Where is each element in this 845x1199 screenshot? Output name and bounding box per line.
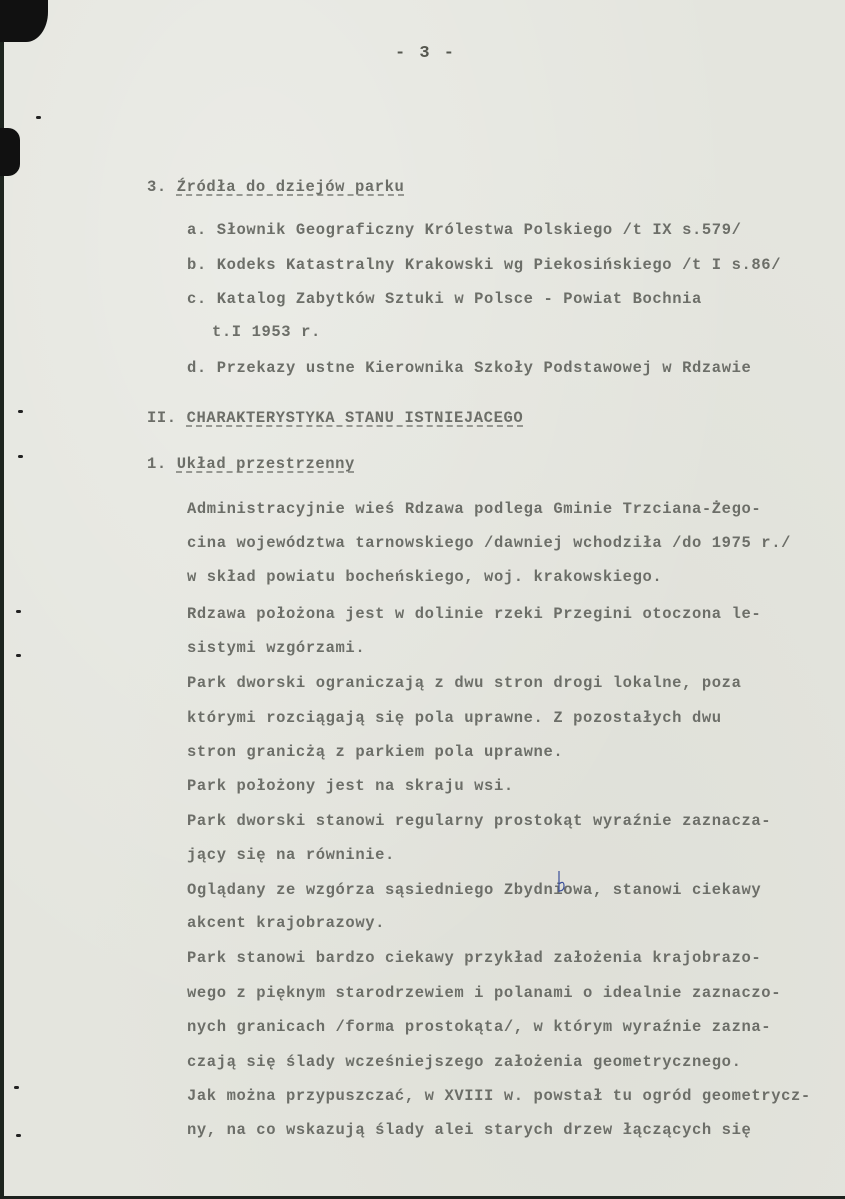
sources-heading-number: 3. bbox=[147, 178, 167, 196]
body-line: nych granicach /forma prostokąta/, w którym wyraźnie zazna- bbox=[187, 1018, 772, 1036]
list-marker: c. bbox=[187, 290, 207, 308]
body-line: sistymi wzgórzami. bbox=[187, 639, 366, 657]
source-item-b bbox=[187, 255, 781, 275]
body-line: ny, na co wskazują ślady alei starych drzew łączących się bbox=[187, 1121, 752, 1139]
source-text: Przekazy ustne Kierownika Szkoły Podstawowej w Rdzawie bbox=[216, 359, 752, 377]
margin-mark bbox=[18, 410, 23, 413]
source-text: t.I 1953 r. bbox=[212, 323, 321, 341]
margin-mark bbox=[16, 1134, 21, 1137]
subsection-1-text: Układ przestrzenny bbox=[176, 455, 355, 473]
body-line: Park stanowi bardzo ciekawy przykład założenia krajobrazo- bbox=[187, 949, 762, 967]
source-item-c-continuation bbox=[212, 322, 321, 342]
section-ii-number: II. bbox=[147, 409, 177, 427]
sources-heading-text: Źródła do dziejów parku bbox=[176, 178, 405, 196]
subsection-1-number: 1. bbox=[147, 455, 167, 473]
scan-binding-shadow-top bbox=[0, 0, 48, 42]
body-line: jący się na równinie. bbox=[187, 846, 395, 864]
subsection-1-heading bbox=[147, 454, 355, 474]
body-line: Park dworski ograniczają z dwu stron drogi lokalne, poza bbox=[187, 674, 742, 692]
source-text: Słownik Geograficzny Królestwa Polskiego /t IX s.579/ bbox=[216, 221, 742, 239]
sources-heading bbox=[147, 177, 404, 197]
source-text: Kodeks Katastralny Krakowski wg Piekosińskiego /t I s.86/ bbox=[216, 256, 782, 274]
margin-mark bbox=[14, 1086, 19, 1089]
body-line: Park położony jest na skraju wsi. bbox=[187, 777, 514, 795]
handwritten-correction-mark bbox=[556, 870, 566, 894]
body-line: akcent krajobrazowy. bbox=[187, 914, 386, 932]
margin-mark bbox=[16, 654, 21, 657]
section-ii-text: CHARAKTERYSTYKA STANU ISTNIEJACEGO bbox=[186, 409, 524, 427]
body-line: którymi rozciągają się pola uprawne. Z pozostałych dwu bbox=[187, 709, 722, 727]
scan-left-edge bbox=[0, 0, 4, 1199]
body-line: Jak można przypuszczać, w XVIII w. powstał tu ogród geometrycz- bbox=[187, 1087, 811, 1105]
body-line: cina województwa tarnowskiego /dawniej wchodziła /do 1975 r./ bbox=[187, 534, 791, 552]
body-line: stron granicżą z parkiem pola uprawne. bbox=[187, 743, 564, 761]
section-ii-heading bbox=[147, 408, 523, 428]
source-item-c bbox=[187, 289, 702, 309]
margin-mark bbox=[18, 455, 23, 458]
list-marker: a. bbox=[187, 221, 207, 239]
body-line: Oglądany ze wzgórza sąsiedniego Zbydniowa, stanowi ciekawy bbox=[187, 881, 762, 899]
body-line: wego z pięknym starodrzewiem i polanami o idealnie zaznaczo- bbox=[187, 984, 782, 1002]
body-line: Administracyjnie wieś Rdzawa podlega Gminie Trzciana-Żego- bbox=[187, 500, 762, 518]
scan-binding-clip bbox=[0, 128, 20, 176]
source-text: Katalog Zabytków Sztuki w Polsce - Powiat Bochnia bbox=[216, 290, 702, 308]
page-number: - 3 - bbox=[395, 44, 457, 63]
body-line: Rdzawa położona jest w dolinie rzeki Przegini otoczona le- bbox=[187, 605, 762, 623]
source-item-d bbox=[187, 358, 751, 378]
margin-mark bbox=[16, 610, 21, 613]
body-line: czają się ślady wcześniejszego założenia geometrycznego. bbox=[187, 1053, 742, 1071]
source-item-a bbox=[187, 220, 742, 240]
list-marker: b. bbox=[187, 256, 207, 274]
body-line: Park dworski stanowi regularny prostokąt wyraźnie zaznacza- bbox=[187, 812, 772, 830]
list-marker: d. bbox=[187, 359, 207, 377]
margin-mark bbox=[36, 116, 41, 119]
body-line: w skład powiatu bocheńskiego, woj. krakowskiego. bbox=[187, 568, 663, 586]
